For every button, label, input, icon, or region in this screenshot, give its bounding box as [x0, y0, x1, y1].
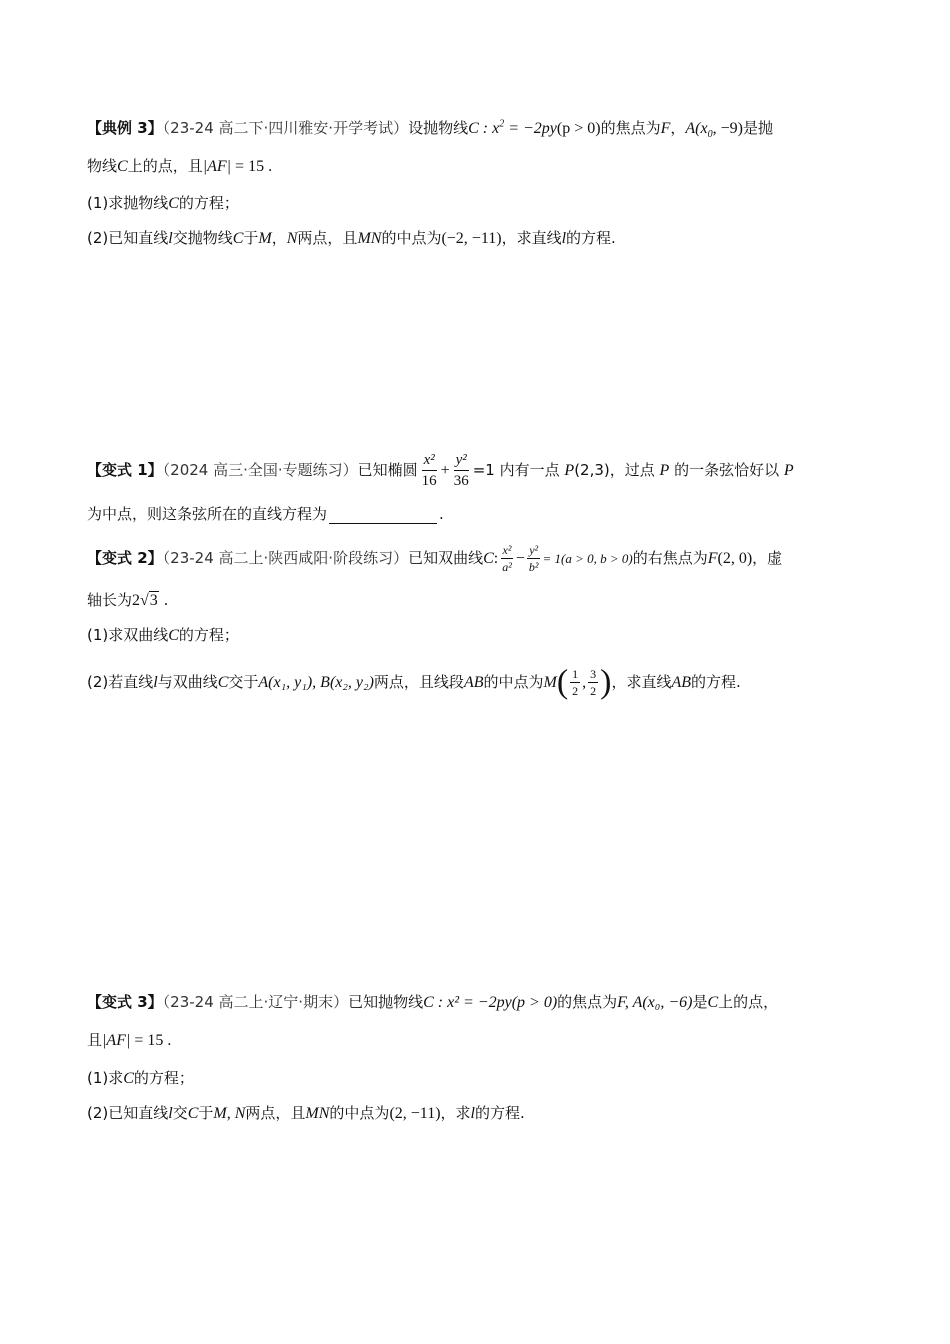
text: 轴长为 [87, 591, 133, 609]
variant-3-line-2 [87, 1030, 171, 1051]
math-M: M [543, 674, 557, 691]
math-C: C [217, 674, 229, 691]
parabola-equation: C : x² = −2py(p > 0) [423, 994, 558, 1011]
variant-2-source: （23-24 高二上·陕西咸阳·阶段练习） [162, 549, 409, 567]
coefficient: 2 [132, 592, 141, 609]
numerator: y² [529, 543, 539, 557]
math-C: C [117, 158, 128, 175]
focus-point: (2, 0) [717, 550, 753, 567]
text: 的焦点为 [557, 993, 618, 1011]
math-C: C [168, 195, 179, 212]
text: ，虚 [752, 549, 783, 567]
math-MN: MN [305, 1105, 330, 1122]
math-P: P [659, 462, 670, 479]
text: (2)已知直线 [87, 229, 169, 247]
text: 的焦点为 [600, 119, 661, 137]
text: 交于 [228, 673, 259, 691]
example-3-source: （23-24 高二下·四川雅安·开学考试） [162, 119, 409, 137]
points-AB: A(x₁, y₁), B(x₂, y₂) [258, 674, 374, 691]
text: (2)若直线 [87, 673, 154, 691]
text: ，求直线 [501, 229, 562, 247]
fraction-x2-a2 [500, 543, 514, 574]
sqrt-sign: √ [140, 592, 149, 609]
variant-2-tag: 【变式 2】 [87, 549, 163, 567]
math-AF: |AF| [202, 158, 232, 175]
math-P: P [564, 462, 575, 479]
radicand: 3 [149, 592, 158, 609]
math: = −2py [504, 120, 557, 137]
math-C: C [123, 1070, 134, 1087]
math: + [440, 462, 450, 479]
variant-3-question-1 [87, 1068, 194, 1089]
numerator: y² [454, 451, 469, 471]
answer-blank[interactable] [329, 508, 437, 524]
condition: = 1(a > 0, b > 0) [542, 551, 633, 566]
text: (2)已知直线 [87, 1104, 169, 1122]
text: 于 [198, 1104, 214, 1122]
math-F: F [660, 120, 671, 137]
variant-2-line-2 [87, 590, 168, 611]
text: ， [670, 119, 686, 137]
example-3-question-2 [87, 228, 616, 249]
variant-3-source: （23-24 高二上·辽宁·期末） [162, 993, 349, 1011]
variant-2-line-1 [87, 536, 782, 581]
midpoint: (2, −11) [389, 1105, 441, 1122]
fraction-x2-16 [420, 451, 439, 490]
text: 已知抛物线 [348, 993, 424, 1011]
fraction-y2-36 [452, 451, 471, 490]
text: 的右焦点为 [632, 549, 708, 567]
math-F: F [707, 550, 718, 567]
variant-1-line-1 [87, 448, 794, 493]
text: 交抛物线 [172, 229, 233, 247]
denominator: a² [502, 560, 512, 574]
variant-3-tag: 【变式 3】 [87, 993, 163, 1011]
denominator: 2 [572, 684, 579, 698]
text: . [439, 505, 444, 523]
text: 两点，且 [245, 1104, 306, 1122]
numerator: 3 [590, 667, 597, 681]
math-C: C [168, 627, 179, 644]
text: 的中点为 [381, 229, 442, 247]
fraction-1-2 [570, 667, 580, 698]
text: ，求 [440, 1104, 471, 1122]
variant-2-question-1 [87, 625, 239, 646]
text: 交 [172, 1104, 188, 1122]
math-l: l [168, 1105, 173, 1122]
math: , −9) [712, 120, 743, 137]
text: . [158, 591, 169, 609]
parabola-equation [468, 120, 601, 137]
variant-1-tag: 【变式 1】 [87, 461, 163, 479]
text: 已知椭圆 [357, 461, 418, 479]
example-3-tag: 【典例 3】 [87, 119, 163, 137]
text: (1)求双曲线 [87, 626, 169, 644]
math: A(x [685, 120, 708, 137]
text: 的方程； [133, 1069, 194, 1087]
variant-1-source: （2024 高三·全国·专题练习） [162, 461, 358, 479]
math-l: l [168, 230, 173, 247]
text: 上的点， [718, 993, 779, 1011]
example-3-line-1 [87, 118, 773, 139]
math: (p > 0) [556, 120, 601, 137]
point: (2,3) [574, 461, 610, 479]
text: 是 [692, 993, 708, 1011]
text: 内有一点 [499, 461, 560, 479]
text: 的方程. [566, 229, 616, 247]
denominator: 2 [590, 684, 597, 698]
text: ， [271, 229, 287, 247]
text: 与双曲线 [157, 673, 218, 691]
midpoint: (−2, −11) [441, 230, 502, 247]
left-paren: ( [556, 663, 569, 701]
math-M: M [258, 230, 272, 247]
text: 两点，且线段 [373, 673, 464, 691]
math: = 15 . [231, 158, 273, 175]
numerator: 1 [572, 667, 579, 681]
denominator: 16 [421, 473, 437, 489]
denominator: 36 [453, 473, 469, 489]
text: 的一条弦恰好以 [674, 461, 780, 479]
text: 于 [243, 229, 259, 247]
math-C: C [232, 230, 244, 247]
math-l: l [470, 1105, 475, 1122]
text: 的中点为 [329, 1104, 390, 1122]
variant-1-line-2 [87, 504, 444, 524]
text: 两点，且 [297, 229, 358, 247]
text: 的方程. [475, 1104, 525, 1122]
text: ，求直线 [611, 673, 672, 691]
sqrt-expression [132, 591, 159, 609]
denominator: b² [528, 560, 539, 574]
math: − [515, 550, 525, 567]
variant-3-line-1 [87, 992, 778, 1013]
math-C: C [483, 550, 494, 567]
math-l: l [153, 674, 158, 691]
example-3-line-2 [87, 156, 272, 177]
math-P: P [783, 462, 794, 479]
text: 设抛物线 [408, 119, 469, 137]
variant-2-question-2 [87, 660, 741, 705]
text: (1)求抛物线 [87, 194, 169, 212]
math-C: C [187, 1105, 199, 1122]
math: : [493, 550, 499, 567]
text: 已知双曲线 [408, 549, 484, 567]
text: 且 [87, 1031, 103, 1049]
fraction-3-2 [588, 667, 598, 698]
math-MN: M, N [213, 1105, 246, 1122]
focus-and-point: F, A(x₀, −6) [617, 994, 693, 1011]
numerator: x² [422, 451, 437, 471]
math: C : x [468, 120, 500, 137]
text: 物线 [87, 157, 118, 175]
text: 的方程. [691, 673, 741, 691]
text: 为中点，则这条弦所在的直线方程为 [87, 505, 328, 523]
right-paren: ) [600, 663, 612, 701]
math-l: l [561, 230, 567, 247]
math-AB: AB [463, 674, 484, 691]
text: 是抛 [742, 119, 773, 137]
comma: , [582, 674, 587, 691]
fraction-y2-b2 [527, 543, 541, 574]
numerator: x² [502, 543, 512, 557]
math-MN: MN [357, 230, 382, 247]
math-AF: |AF| [102, 1032, 131, 1049]
math-sup: 2 [499, 118, 505, 130]
text: 的方程； [178, 626, 239, 644]
math-N: N [286, 230, 298, 247]
text: (1)求 [87, 1069, 124, 1087]
text: 的方程； [178, 194, 239, 212]
math-AB: AB [671, 674, 692, 691]
text: ，过点 [609, 461, 655, 479]
math: = 15 . [130, 1032, 172, 1049]
math-sub: 0 [707, 129, 713, 141]
text: 上的点，且 [127, 157, 203, 175]
example-3-question-1 [87, 193, 239, 214]
math: =1 [472, 461, 495, 479]
math-C: C [707, 994, 719, 1011]
point-A [685, 120, 743, 141]
text: 的中点为 [483, 673, 544, 691]
variant-3-question-2 [87, 1103, 525, 1124]
